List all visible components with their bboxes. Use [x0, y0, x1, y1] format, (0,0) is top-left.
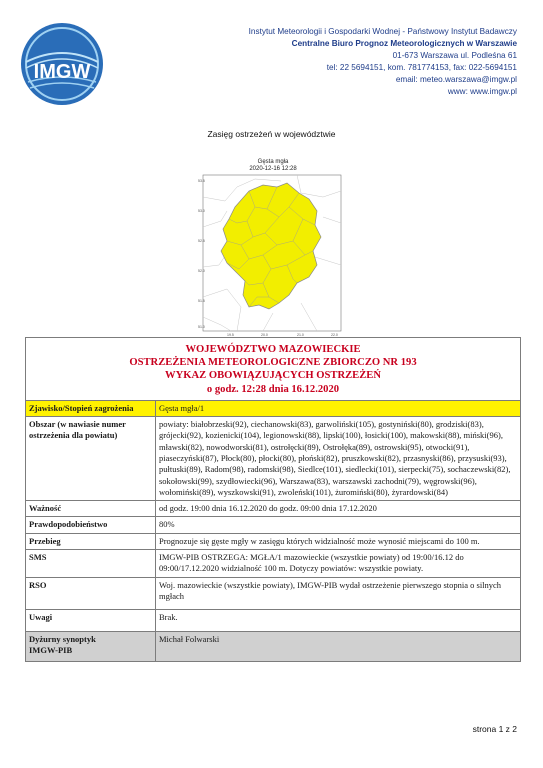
row-value: Woj. mazowieckie (wszystkie powiaty), IMGW-PIB wydał ostrzeżenie pierwszego stopnia o silnych mgłach — [156, 577, 521, 610]
range-caption: Zasięg ostrzeżeń w województwie — [207, 129, 336, 139]
row-label: Obszar (w nawiasie numer ostrzeżenia dla powiatu) — [26, 417, 156, 501]
row-label: Przebieg — [26, 533, 156, 549]
row-value: od godz. 19:00 dnia 16.12.2020 do godz. 09:00 dnia 17.12.2020 — [156, 501, 521, 517]
y-tick: 53.0 — [198, 209, 205, 213]
row-value: Brak. — [156, 610, 521, 631]
y-tick: 52.0 — [198, 269, 205, 273]
row-value: IMGW-PIB OSTRZEGA: MGŁA/1 mazowieckie (wszystkie powiaty) od 19:00/16.12 do 09:00/17.12.2020 widzialność 100 m. Dotyczy powiatów: wszystkie powiaty. — [156, 550, 521, 578]
x-tick: 21.0 — [297, 333, 304, 337]
row-label: Ważność — [26, 501, 156, 517]
y-tick: 53.5 — [198, 179, 205, 183]
table-row — [26, 577, 520, 610]
row-value: Prognozuje się gęste mgły w zasięgu których widzialność może wynosić miejscami do 100 m. — [156, 533, 521, 549]
logo-text: IMGW — [33, 61, 91, 83]
warning-title — [26, 338, 520, 401]
table-row — [26, 550, 520, 578]
row-label — [26, 631, 156, 661]
imgw-logo — [20, 22, 104, 106]
header-line-bureau: Centralne Biuro Prognoz Meteorologicznych w Warszawie — [291, 39, 517, 49]
duty-label-line1: Dyżurny synoptyk — [29, 633, 96, 644]
warning-map — [197, 157, 347, 337]
table-row — [26, 533, 520, 549]
y-tick: 51.5 — [198, 299, 205, 303]
table-row — [26, 517, 520, 533]
table-row — [26, 610, 520, 631]
map-title: Gęsta mgła — [257, 159, 289, 165]
y-tick: 52.5 — [198, 239, 205, 243]
duty-label-line2: IMGW-PIB — [29, 644, 73, 655]
warning-box — [25, 337, 521, 662]
x-tick: 19.5 — [227, 333, 234, 337]
row-label: RSO — [26, 577, 156, 610]
map-datetime: 2020-12-16 12:28 — [249, 166, 297, 172]
row-value: powiaty: białobrzeski(92), ciechanowski(83), garwoliński(105), gostyniński(80), grodziski(83), grójecki(92), kozienicki(104), legionowski(88), lipski(100), łosicki(100), makowski(88), miński(96), mławski(82), nowodworski(81), ostrołęcki(89), Ostrołęka(89), ostrowski(95), otwocki(91), piaseczyński(87), Płock(80), płocki(80), płoński(82), pruszkowski(82), przasnyski(86), przysuski(93), pułtuski(89), Radom(98), radomski(98), Siedlce(101), siedlecki(101), sierpecki(75), sochaczewski(82), sokołowski(99), szydłowiecki(96), Warszawa(83), warszawski zachodni(79), węgrowski(96), wołomiński(89), wyszkowski(91), zwoleński(101), żuromiński(80), żyrardowski(84) — [156, 417, 521, 501]
row-value: 80% — [156, 517, 521, 533]
row-value: Gęsta mgła/1 — [156, 401, 521, 417]
title-voivodeship: WOJEWÓDZTWO MAZOWIECKIE — [185, 344, 361, 355]
table-row — [26, 401, 520, 417]
header-line-address: 01-673 Warszawa ul. Podleśna 61 — [392, 51, 517, 61]
x-tick: 20.0 — [261, 333, 268, 337]
row-label: Zjawisko/Stopień zagrożenia — [26, 401, 156, 417]
title-time: o godz. 12:28 dnia 16.12.2020 — [206, 383, 340, 395]
page-number: strona 1 z 2 — [472, 724, 517, 734]
row-label: Uwagi — [26, 610, 156, 631]
header-line-institute: Instytut Meteorologii i Gospodarki Wodnej - Państwowy Instytut Badawczy — [248, 27, 517, 36]
row-label: SMS — [26, 550, 156, 578]
table-row — [26, 631, 520, 661]
row-label: Prawdopodobieństwo — [26, 517, 156, 533]
institution-header — [249, 26, 517, 99]
title-summary: OSTRZEŻENIA METEOROLOGICZNE ZBIORCZO NR 193 — [129, 357, 417, 369]
header-line-email: email: meteo.warszawa@imgw.pl — [395, 75, 517, 85]
warning-table — [26, 401, 520, 661]
title-list: WYKAZ OBOWIĄZUJĄCYCH OSTRZEŻEŃ — [164, 370, 382, 382]
x-tick: 22.0 — [331, 333, 338, 337]
table-row — [26, 501, 520, 517]
y-tick: 51.0 — [198, 325, 205, 329]
header-line-www: www: www.imgw.pl — [447, 87, 517, 97]
table-row — [26, 417, 520, 501]
header-line-phone: tel: 22 5694151, kom. 781774153, fax: 022-5694151 — [326, 63, 517, 73]
row-value: Michał Folwarski — [156, 631, 521, 661]
